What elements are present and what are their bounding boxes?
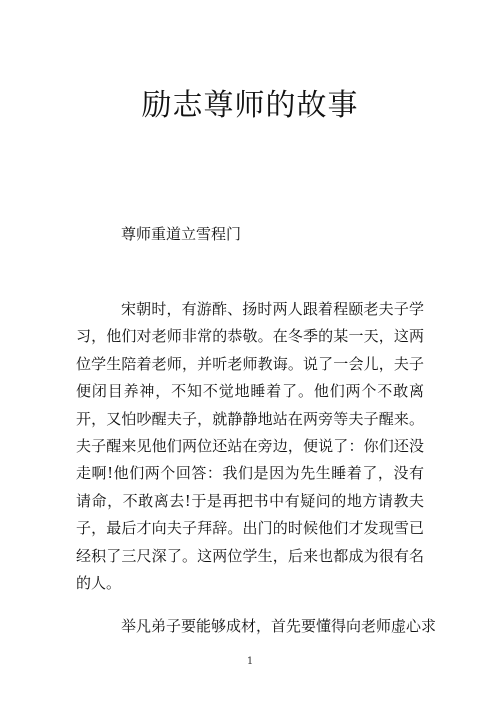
closing-line: 举凡弟子要能够成材，首先要懂得向老师虚心求 <box>121 617 437 635</box>
section-heading: 尊师重道立雪程门 <box>121 225 242 243</box>
document-title: 励志尊师的故事 <box>141 88 359 123</box>
page-number: 1 <box>246 656 254 667</box>
body-paragraph: 宋朝时，有游酢、扬时两人跟着程颐老夫子学习，他们对老师非常的恭敬。在冬季的某一天，这两位学生陪着老师，并听老师教诲。说了一会儿，夫子便闭目养神，不知不觉地睡着了。他们两个不敢离开，又怕吵醒夫子，就静静地站在两旁等夫子醒来。夫子醒来见他们两位还站在旁边，便说了：你们还没走啊!他们两个回答：我们是因为先生睡着了，没有请命，不敢离去!于是再把书中有疑问的地方请教夫子，最后才向夫子拜辞。出门的时候他们才发现雪已经积了三尺深了。这两位学生，后来也都成为很有名的人。 <box>76 300 424 593</box>
